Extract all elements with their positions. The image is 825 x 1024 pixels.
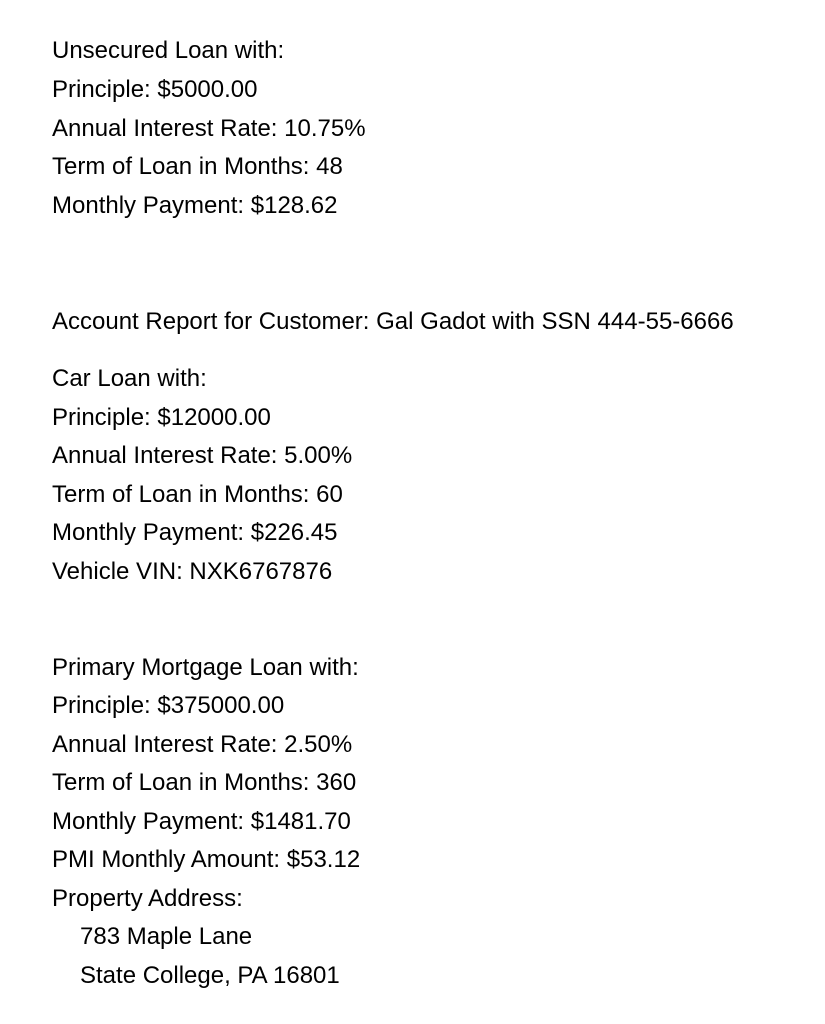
mortgage-pmi: PMI Monthly Amount: $53.12: [52, 846, 361, 873]
car-loan-rate: Annual Interest Rate: 5.00%: [52, 442, 353, 469]
mortgage-principle: Principle: $375000.00: [52, 692, 285, 719]
unsecured-loan-payment: Monthly Payment: $128.62: [52, 192, 338, 219]
property-address-label: Property Address:: [52, 885, 243, 912]
mortgage-term: Term of Loan in Months: 360: [52, 769, 357, 796]
car-loan-payment: Monthly Payment: $226.45: [52, 519, 338, 546]
car-loan-vin: Vehicle VIN: NXK6767876: [52, 558, 333, 585]
mortgage-rate: Annual Interest Rate: 2.50%: [52, 731, 353, 758]
car-loan-principle: Principle: $12000.00: [52, 404, 271, 431]
mortgage-payment: Monthly Payment: $1481.70: [52, 808, 351, 835]
account-report-title: Account Report for Customer: Gal Gadot with SSN 444-55-6666: [52, 308, 734, 335]
mortgage-heading: Primary Mortgage Loan with:: [52, 654, 359, 681]
unsecured-loan-rate: Annual Interest Rate: 10.75%: [52, 115, 366, 142]
car-loan-heading: Car Loan with:: [52, 365, 207, 392]
unsecured-loan-heading: Unsecured Loan with:: [52, 37, 285, 64]
unsecured-loan-term: Term of Loan in Months: 48: [52, 153, 343, 180]
car-loan-term: Term of Loan in Months: 60: [52, 481, 343, 508]
property-address-city: State College, PA 16801: [80, 962, 340, 989]
unsecured-loan-principle: Principle: $5000.00: [52, 76, 258, 103]
property-address-street: 783 Maple Lane: [80, 923, 253, 950]
